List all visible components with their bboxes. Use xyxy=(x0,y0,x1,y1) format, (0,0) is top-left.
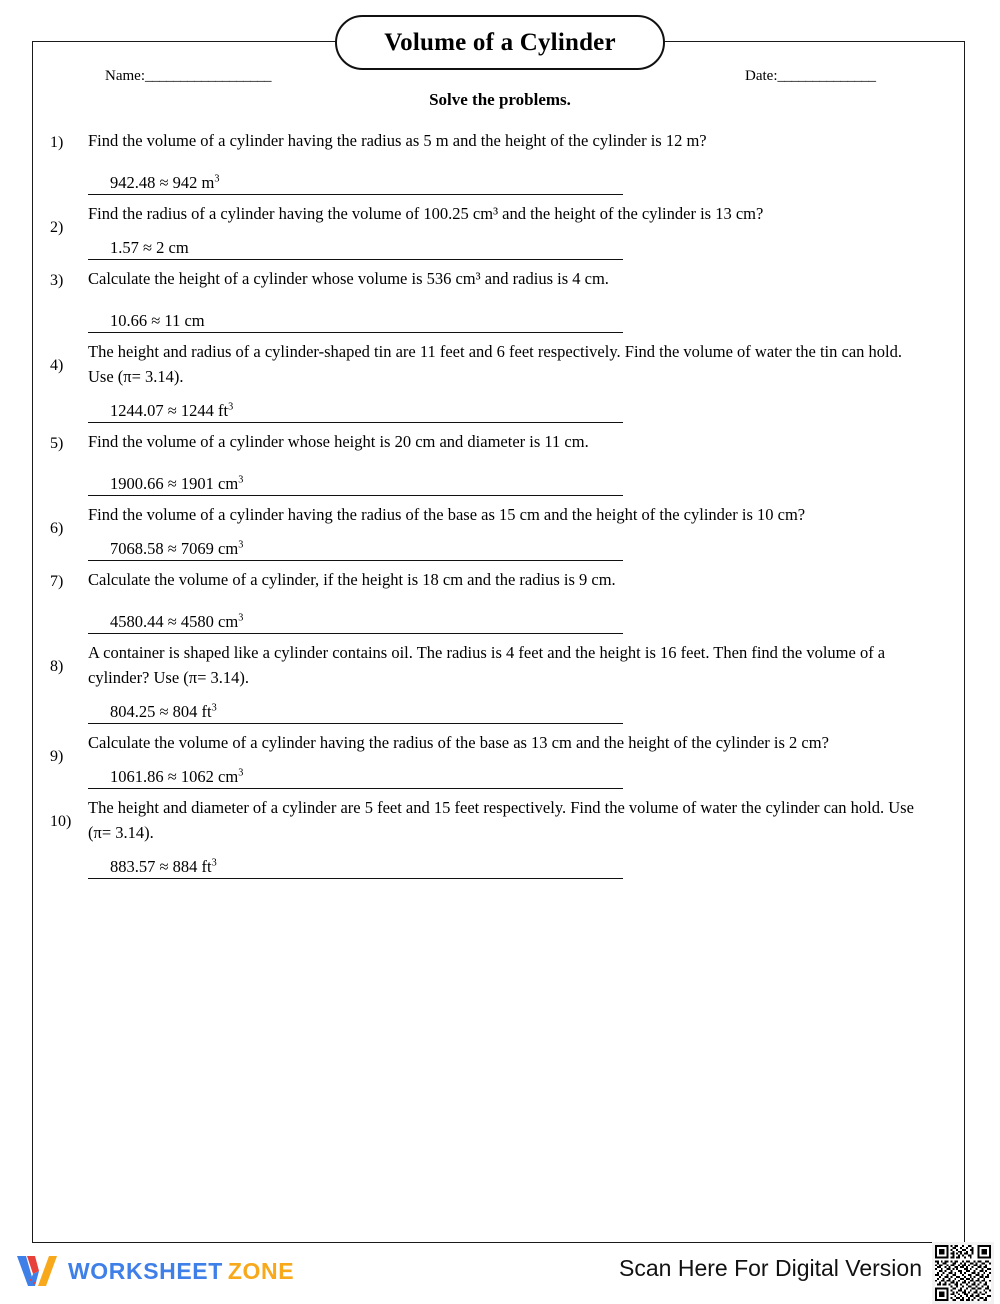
answer-unit-exponent: 3 xyxy=(228,401,234,413)
problem-body xyxy=(88,429,930,502)
problem-statement: Calculate the volume of a cylinder, if the height is 18 cm and the radius is 9 cm. xyxy=(88,570,616,589)
problem-statement: Find the volume of a cylinder whose height is 20 cm and diameter is 11 cm. xyxy=(88,432,589,451)
answer-unit-exponent: 3 xyxy=(238,474,244,486)
logo-text xyxy=(68,1258,294,1285)
answer-line xyxy=(88,422,623,423)
answer-unit-exponent: 3 xyxy=(238,539,244,551)
answer-number: 4580.44 ≈ 4580 cm xyxy=(110,612,239,631)
answer-value xyxy=(110,238,189,258)
answer-line xyxy=(88,723,623,724)
problem-body xyxy=(88,266,930,339)
answer-line xyxy=(88,633,623,634)
logo-word-worksheet: WORKSHEET xyxy=(68,1257,223,1284)
problem-item xyxy=(50,266,930,339)
problem-item xyxy=(50,567,930,640)
answer-value xyxy=(110,702,217,722)
answer-value xyxy=(110,311,205,331)
answer-line xyxy=(88,259,623,260)
problem-body xyxy=(88,640,930,730)
problem-body xyxy=(88,567,930,640)
page-title: Volume of a Cylinder xyxy=(384,28,616,56)
date-blank[interactable]: ______________ xyxy=(777,68,876,84)
problem-item xyxy=(50,640,930,730)
answer-unit-exponent: 3 xyxy=(214,173,220,185)
answer-value xyxy=(110,539,243,559)
footer xyxy=(0,1243,1000,1294)
answer-number: 942.48 ≈ 942 m xyxy=(110,173,215,192)
answer-number: 1900.66 ≈ 1901 cm xyxy=(110,474,239,493)
problem-statement: Find the volume of a cylinder having the radius as 5 m and the height of the cylinder is 12 m? xyxy=(88,131,707,150)
logo-w-icon xyxy=(14,1254,60,1288)
answer-zone[interactable] xyxy=(88,755,930,795)
problem-number: 6) xyxy=(50,520,64,537)
problem-body xyxy=(88,730,930,795)
problem-body xyxy=(88,502,930,567)
problem-number: 5) xyxy=(50,435,64,452)
answer-zone[interactable] xyxy=(88,527,930,567)
problem-item xyxy=(50,502,930,567)
answer-value xyxy=(110,857,217,877)
problem-item xyxy=(50,795,930,885)
problem-body xyxy=(88,339,930,429)
problem-item xyxy=(50,128,930,201)
problem-statement: Find the radius of a cylinder having the volume of 100.25 cm³ and the height of the cylinder is 13 cm? xyxy=(88,204,764,223)
name-blank[interactable]: __________________ xyxy=(144,68,271,84)
name-label: Name: xyxy=(105,68,145,84)
qr-code-icon[interactable] xyxy=(932,1242,994,1304)
answer-line xyxy=(88,878,623,879)
problem-item xyxy=(50,730,930,795)
answer-zone[interactable] xyxy=(88,389,930,429)
answer-number: 10.66 ≈ 11 cm xyxy=(110,311,205,330)
problem-body xyxy=(88,128,930,201)
problem-item xyxy=(50,339,930,429)
answer-value xyxy=(110,474,243,494)
answer-number: 1244.07 ≈ 1244 ft xyxy=(110,401,229,420)
worksheet-zone-logo[interactable] xyxy=(14,1253,294,1289)
problem-number: 7) xyxy=(50,573,64,590)
answer-zone[interactable] xyxy=(88,690,930,730)
answer-zone[interactable] xyxy=(88,226,930,266)
answer-line xyxy=(88,495,623,496)
problem-body xyxy=(88,795,930,885)
problem-statement: A container is shaped like a cylinder contains oil. The radius is 4 feet and the height is 16 feet. Then find the volume of a cylinder? Use (π= 3.14). xyxy=(88,643,886,687)
answer-number: 804.25 ≈ 804 ft xyxy=(110,702,212,721)
answer-zone[interactable] xyxy=(88,291,930,339)
answer-value xyxy=(110,612,243,632)
logo-word-zone: ZONE xyxy=(227,1257,295,1284)
worksheet-title-badge xyxy=(335,15,665,70)
problem-number: 9) xyxy=(50,748,64,765)
problem-item xyxy=(50,201,930,266)
instruction-text: Solve the problems. xyxy=(429,90,571,109)
answer-unit-exponent: 3 xyxy=(238,767,244,779)
answer-unit-exponent: 3 xyxy=(211,702,217,714)
problem-statement: Calculate the height of a cylinder whose volume is 536 cm³ and radius is 4 cm. xyxy=(88,269,609,288)
answer-value xyxy=(110,401,233,421)
answer-line xyxy=(88,560,623,561)
problem-number: 10) xyxy=(50,813,72,830)
answer-unit-exponent: 3 xyxy=(238,612,244,624)
answer-unit-exponent: 3 xyxy=(211,857,217,869)
problem-list xyxy=(50,128,930,885)
answer-number: 7068.58 ≈ 7069 cm xyxy=(110,539,239,558)
problem-statement: Calculate the volume of a cylinder having the radius of the base as 13 cm and the height of the cylinder is 2 cm? xyxy=(88,733,829,752)
name-field[interactable] xyxy=(105,68,271,85)
answer-line xyxy=(88,194,623,195)
answer-line xyxy=(88,788,623,789)
problem-statement: The height and diameter of a cylinder are 5 feet and 15 feet respectively. Find the volume of water the cylinder can hold. Use (π= 3.14). xyxy=(88,798,914,842)
answer-line xyxy=(88,332,623,333)
problem-number: 2) xyxy=(50,219,64,236)
date-field[interactable] xyxy=(745,68,875,85)
date-label: Date: xyxy=(745,68,778,84)
problem-number: 4) xyxy=(50,357,64,374)
answer-number: 1061.86 ≈ 1062 cm xyxy=(110,767,239,786)
answer-value xyxy=(110,767,243,787)
problem-number: 3) xyxy=(50,272,64,289)
answer-zone[interactable] xyxy=(88,454,930,502)
scan-here-label: Scan Here For Digital Version xyxy=(619,1255,922,1281)
problem-body xyxy=(88,201,930,266)
problem-number: 8) xyxy=(50,658,64,675)
problem-statement: The height and radius of a cylinder-shaped tin are 11 feet and 6 feet respectively. Find the volume of water the tin can hold. Use (π= 3.14). xyxy=(88,342,902,386)
answer-value xyxy=(110,173,220,193)
answer-zone[interactable] xyxy=(88,153,930,201)
answer-number: 1.57 ≈ 2 cm xyxy=(110,238,189,257)
answer-number: 883.57 ≈ 884 ft xyxy=(110,857,212,876)
problem-number: 1) xyxy=(50,134,64,151)
answer-zone[interactable] xyxy=(88,592,930,640)
problem-statement: Find the volume of a cylinder having the radius of the base as 15 cm and the height of the cylinder is 10 cm? xyxy=(88,505,806,524)
answer-zone[interactable] xyxy=(88,845,930,885)
problem-item xyxy=(50,429,930,502)
